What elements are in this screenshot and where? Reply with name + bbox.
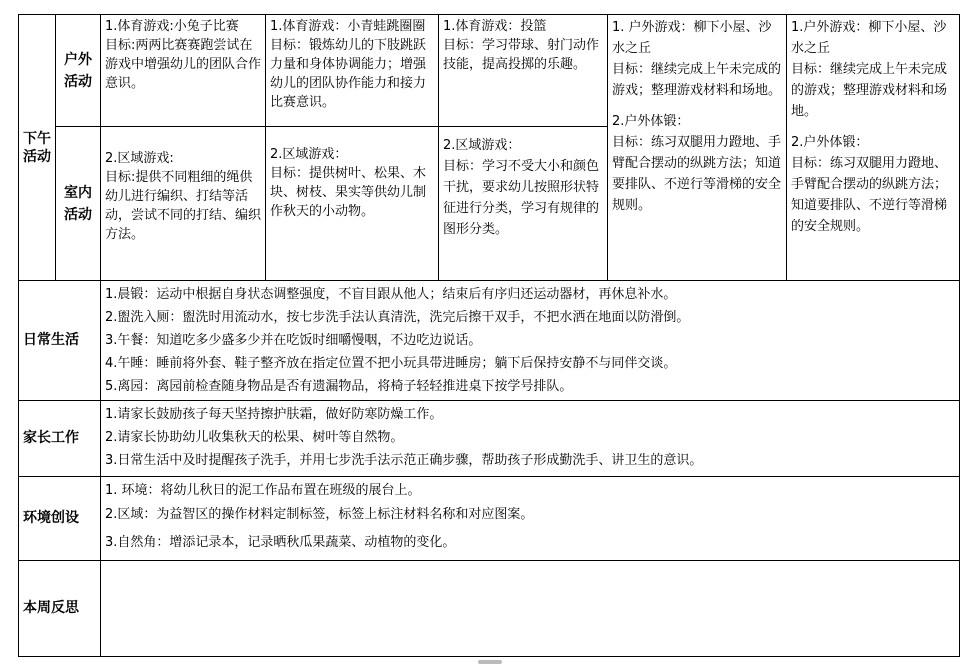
list-item: 4.午睡：睡前将外套、鞋子整齐放在指定位置不把小玩具带进睡房；躺下后保持安静不与同伴交谈。 (105, 356, 677, 371)
afternoon-outdoor-row (19, 15, 960, 127)
indoor-cell-2 (266, 127, 439, 281)
list-item: 2.请家长协助幼儿收集秋天的松果、树叶等自然物。 (105, 430, 404, 445)
cell-title: 1.体育游戏：投篮 (443, 19, 547, 34)
outdoor-cell-4 (608, 15, 787, 281)
environment-row (19, 477, 960, 561)
spacer (791, 122, 955, 132)
outdoor-cell-2 (266, 15, 439, 127)
cell-title: 1.体育游戏：小青蛙跳圈圈 (270, 19, 426, 34)
cell-text: 目标：学习不受大小和颜色干扰，要求幼儿按照形状特征进行分类，学习有规律的图形分类。 (443, 159, 600, 237)
outdoor-cell-5 (787, 15, 960, 281)
environment-label: 环境创设 (19, 477, 101, 561)
cell-title: 1. 户外游戏：柳下小屋、沙水之丘 (612, 20, 772, 56)
reflection-label: 本周反思 (19, 561, 101, 657)
list-item: 2.区域：为益智区的操作材料定制标签，标签上标注材料名称和对应图案。 (105, 507, 534, 522)
list-item: 1.请家长鼓励孩子每天坚持擦护肤霜，做好防寒防燥工作。 (105, 407, 443, 422)
cell-title: 2.区域游戏: (105, 151, 174, 166)
indoor-label: 室内活动 (56, 127, 101, 281)
cell-text: 目标：提供树叶、松果、木块、树枝、果实等供幼儿制作秋天的小动物。 (270, 166, 427, 219)
indoor-cell-1 (101, 127, 266, 281)
cell-text: 目标:两两比赛赛跑尝试在游戏中增强幼儿的团队合作意识。 (105, 38, 262, 91)
cell-text: 目标：学习带球、射门动作技能，提高投掷的乐趣。 (443, 38, 600, 72)
reflection-row (19, 561, 960, 657)
list-item: 5.离园：离园前检查随身物品是否有遗漏物品，将椅子轻轻推进桌下按学号排队。 (105, 379, 573, 394)
cell-title: 1.户外游戏：柳下小屋、沙水之丘 (791, 20, 947, 56)
outdoor-cell-1 (101, 15, 266, 127)
environment-content (101, 477, 960, 561)
cell-title: 2.户外体锻： (791, 135, 869, 150)
cell-text: 目标：练习双腿用力蹬地、手臂配合摆动的纵跳方法；知道要排队、不逆行等滑梯的安全规则。 (791, 156, 948, 234)
cell-text: 目标：继续完成上午未完成的游戏；整理游戏材料和场地。 (612, 62, 782, 98)
list-item: 2.盥洗入厕：盥洗时用流动水，按七步洗手法认真清洗，洗完后擦干双手，不把水洒在地面以防滑倒。 (105, 310, 690, 325)
cell-text: 目标：练习双腿用力蹬地、手臂配合摆动的纵跳方法；知道要排队、不逆行等滑梯的安全规则。 (612, 135, 782, 213)
parents-label: 家长工作 (19, 401, 101, 477)
cell-text: 目标：继续完成上午未完成的游戏；整理游戏材料和场地。 (791, 62, 948, 119)
parents-content (101, 401, 960, 477)
list-item: 1.晨锻：运动中根据自身状态调整强度，不盲目跟从他人；结束后有序归还运动器材，再休息补水。 (105, 287, 677, 302)
list-item: 3.午餐：知道吃多少盛多少并在吃饭时细嚼慢咽，不边吃边说话。 (105, 333, 482, 348)
spacer (612, 101, 782, 111)
cell-title: 2.区域游戏： (443, 138, 521, 153)
indoor-cell-3 (439, 127, 608, 281)
cell-text: 目标：锻炼幼儿的下肢跳跃力量和身体协调能力；增强幼儿的团队协作能力和接力比赛意识。 (270, 38, 427, 110)
list-item: 3.日常生活中及时提醒孩子洗手，并用七步洗手法示范正确步骤，帮助孩子形成勤洗手、讲卫生的意识。 (105, 453, 703, 468)
afternoon-label: 下午活动 (19, 15, 56, 281)
cell-title: 2.区域游戏： (270, 147, 348, 162)
reflection-content[interactable] (101, 561, 960, 657)
daily-life-row (19, 281, 960, 401)
daily-life-content (101, 281, 960, 401)
weekly-plan-table (18, 14, 960, 657)
cell-title: 1.体育游戏:小兔子比赛 (105, 19, 239, 34)
list-item: 3.自然角：增添记录本，记录晒秋瓜果蔬菜、动植物的变化。 (105, 535, 456, 550)
parents-row (19, 401, 960, 477)
outdoor-label: 户外活动 (56, 15, 101, 127)
page-break-marker (478, 660, 502, 664)
list-item: 1. 环境：将幼儿秋日的泥工作品布置在班级的展台上。 (105, 483, 421, 498)
cell-title: 2.户外体锻： (612, 114, 690, 129)
daily-life-label: 日常生活 (19, 281, 101, 401)
cell-text: 目标:提供不同粗细的绳供幼儿进行编织、打结等活动，尝试不同的打结、编织方法。 (105, 170, 262, 242)
outdoor-cell-3 (439, 15, 608, 127)
